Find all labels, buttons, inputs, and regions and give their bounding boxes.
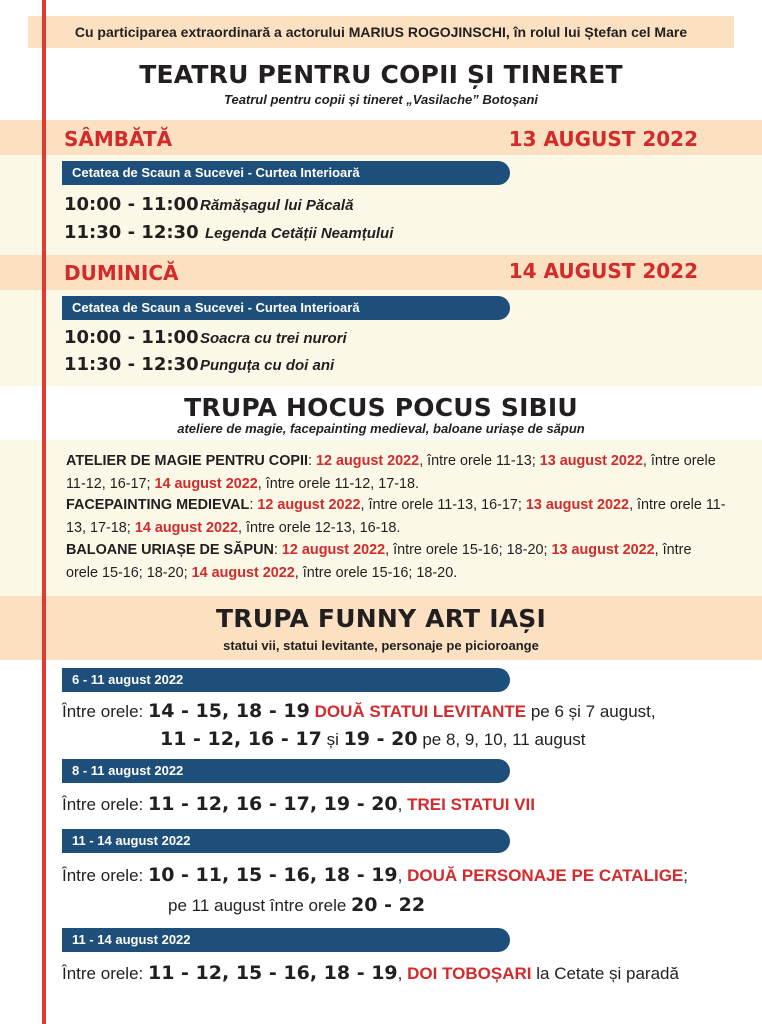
sunday-venue: Cetatea de Scaun a Sucevei - Curtea Interioară bbox=[62, 296, 510, 320]
magic-workshop-paragraph: ATELIER DE MAGIE PENTRU COPII: 12 august 2022, între orele 11-13; 13 august 2022, între orele 11-12, 16-17; 14 august 2022, între orele 11-12, 17-18. bbox=[66, 453, 716, 492]
date-red: 14 august 2022 bbox=[154, 476, 258, 492]
vertical-red-rule bbox=[42, 0, 46, 1024]
hocus-title: TRUPA HOCUS POCUS SIBIU bbox=[184, 393, 578, 422]
date-red: 13 august 2022 bbox=[539, 453, 643, 469]
facepainting-paragraph: FACEPAINTING MEDIEVAL: 12 august 2022, între orele 11-13, 16-17; 13 august 2022, între orele 11-13, 17-18; 14 august 2022, între orele 12-13, 16-18. bbox=[66, 497, 726, 536]
date-red: 14 august 2022 bbox=[191, 565, 295, 581]
saturday-label: SÂMBĂTĂ bbox=[64, 127, 173, 151]
saturday-venue: Cetatea de Scaun a Sucevei - Curtea Interioară bbox=[62, 161, 510, 185]
sunday-label: DUMINICĂ bbox=[64, 261, 179, 285]
sunday-show-1: Soacra cu trei nurori bbox=[200, 330, 347, 347]
sunday-show-2: Punguța cu doi ani bbox=[200, 357, 335, 374]
teatru-title: TEATRU PENTRU COPII ȘI TINERET bbox=[139, 60, 623, 89]
top-note: Cu participarea extraordinară a actorului MARIUS ROGOJINSCHI, în rolul lui Ștefan cel Mare bbox=[28, 16, 734, 48]
hocus-subtitle: ateliere de magie, facepainting medieval, baloane uriașe de săpun bbox=[177, 421, 585, 436]
sunday-date: 14 AUGUST 2022 bbox=[508, 259, 698, 283]
range-pill-1: 6 - 11 august 2022 bbox=[62, 668, 510, 692]
funny-line-3a: Între orele: 10 - 11, 15 - 16, 18 - 19, DOUĂ PERSONAJE PE CATALIGE; bbox=[62, 864, 688, 886]
saturday-date: 13 AUGUST 2022 bbox=[508, 127, 698, 151]
date-red: 13 august 2022 bbox=[551, 542, 655, 558]
saturday-time-2: 11:30 - 12:30 bbox=[64, 222, 199, 243]
funny-line-3b: pe 11 august între orele 20 - 22 bbox=[168, 894, 426, 916]
date-red: 13 august 2022 bbox=[525, 497, 630, 513]
facepainting-name: FACEPAINTING MEDIEVAL bbox=[66, 497, 250, 513]
soap-bubbles-name: BALOANE URIAȘE DE SĂPUN bbox=[66, 542, 274, 558]
range-pill-4: 11 - 14 august 2022 bbox=[62, 928, 510, 952]
funny-subtitle: statui vii, statui levitante, personaje pe picioroange bbox=[223, 638, 539, 653]
magic-workshop-name: ATELIER DE MAGIE PENTRU COPII bbox=[66, 453, 308, 469]
sunday-time-1: 10:00 - 11:00 bbox=[64, 327, 199, 348]
saturday-show-2: Legenda Cetății Neamțului bbox=[205, 225, 394, 242]
funny-line-1b: 11 - 12, 16 - 17 și 19 - 20 pe 8, 9, 10, 11 august bbox=[160, 728, 586, 750]
funny-line-2: Între orele: 11 - 12, 16 - 17, 19 - 20, TREI STATUI VII bbox=[62, 793, 535, 815]
date-red: 12 august 2022 bbox=[316, 453, 420, 469]
range-pill-3: 11 - 14 august 2022 bbox=[62, 829, 510, 853]
saturday-show-1: Rămășagul lui Păcală bbox=[200, 197, 354, 214]
funny-title: TRUPA FUNNY ART IAȘI bbox=[216, 604, 546, 633]
funny-line-4: Între orele: 11 - 12, 15 - 16, 18 - 19, DOI TOBOȘARI la Cetate și paradă bbox=[62, 962, 679, 984]
soap-bubbles-paragraph: BALOANE URIAȘE DE SĂPUN: 12 august 2022, între orele 15-16; 18-20; 13 august 2022, între orele 15-16; 18-20; 14 august 2022, între orele 15-16; 18-20. bbox=[66, 542, 692, 581]
date-red: 12 august 2022 bbox=[257, 497, 361, 513]
sunday-time-2: 11:30 - 12:30 bbox=[64, 354, 199, 375]
range-pill-2: 8 - 11 august 2022 bbox=[62, 759, 510, 783]
teatru-subtitle: Teatrul pentru copii și tineret „Vasilache” Botoșani bbox=[224, 92, 538, 107]
date-red: 14 august 2022 bbox=[134, 520, 238, 536]
date-red: 12 august 2022 bbox=[281, 542, 386, 558]
funny-line-1a: Între orele: 14 - 15, 18 - 19 DOUĂ STATUI LEVITANTE pe 6 și 7 august, bbox=[62, 700, 656, 722]
saturday-time-1: 10:00 - 11:00 bbox=[64, 194, 199, 215]
